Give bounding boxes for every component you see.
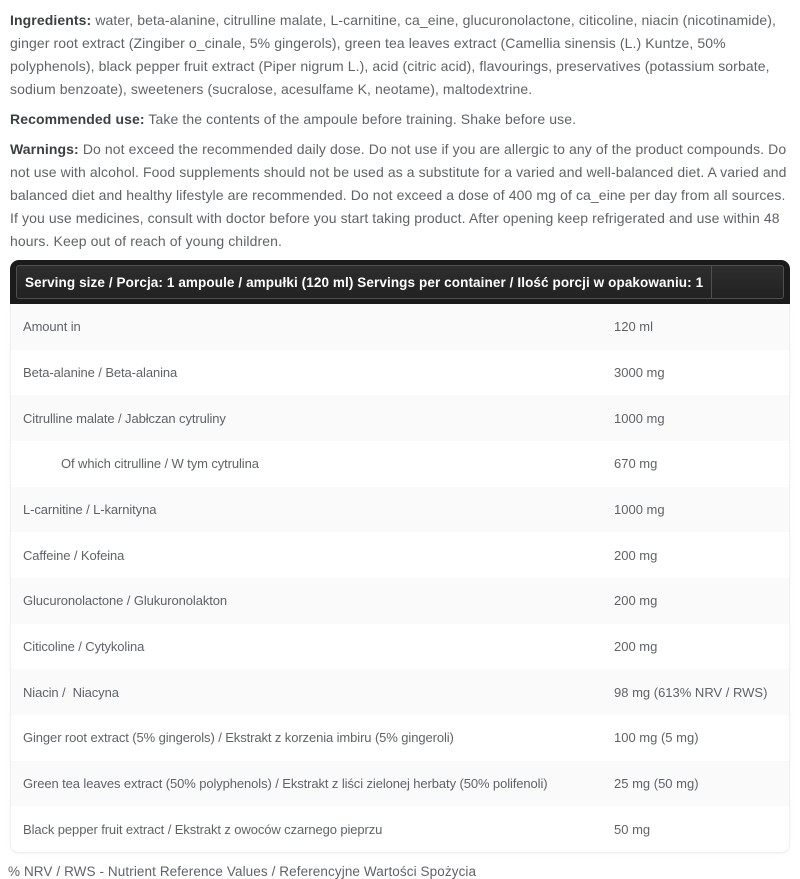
table-row bbox=[11, 624, 789, 670]
nutrient-value: 670 mg bbox=[614, 456, 658, 472]
table-body bbox=[10, 304, 790, 853]
nutrient-value: 1000 mg bbox=[614, 501, 665, 517]
nutrient-value: 200 mg bbox=[614, 638, 658, 654]
warnings-heading: Warnings: bbox=[10, 141, 79, 157]
table-row bbox=[11, 350, 789, 396]
table-row bbox=[11, 532, 789, 578]
table-header-cell-serving bbox=[16, 265, 712, 299]
recommended-use-paragraph bbox=[10, 108, 790, 131]
supplement-facts-table bbox=[10, 260, 790, 853]
nutrient-value: 1000 mg bbox=[614, 410, 665, 426]
recommended-use-text: Take the contents of the ampoule before training. Shake before use. bbox=[144, 111, 577, 127]
table-header-cell-amount bbox=[712, 265, 784, 299]
table-row bbox=[11, 578, 789, 624]
nrv-footnote: % NRV / RWS - Nutrient Reference Values / Referencyjne Wartości Spożycia bbox=[8, 863, 477, 879]
ingredients-text: water, beta-alanine, citrulline malate, L-carnitine, ca_eine, glucuronolactone, citicoline, niacin (nicotinamide), ginger root extract (Zingiber o_cinale, 5% gingerols), green tea leaves extract (Camellia sinensis (L.) Kuntze, 50% polyphenols), black pepper fruit extract (Piper nigrum L.), acid (citric acid), flavourings, preservatives (potassium sorbate, sodium benzoate), sweeteners (sucralose, acesulfame K, neotame), maltodextrine. bbox=[10, 12, 776, 97]
nutrient-label: Green tea leaves extract (50% polyphenols) / Ekstrakt z liści zielonej herbaty (50% polifenoli) bbox=[23, 775, 548, 791]
nutrient-label: Citrulline malate / Jabłczan cytruliny bbox=[23, 410, 226, 426]
nutrient-value: 98 mg (613% NRV / RWS) bbox=[614, 684, 768, 700]
table-row bbox=[11, 441, 789, 487]
nutrient-value: 100 mg (5 mg) bbox=[614, 730, 699, 746]
nutrient-label: Niacin / Niacyna bbox=[23, 684, 119, 700]
table-row bbox=[11, 304, 789, 350]
nutrient-label: Ginger root extract (5% gingerols) / Ekstrakt z korzenia imbiru (5% gingeroli) bbox=[23, 730, 454, 746]
ingredients-heading: Ingredients: bbox=[10, 12, 92, 28]
table-row bbox=[11, 806, 789, 852]
table-row bbox=[11, 669, 789, 715]
nutrient-value: 200 mg bbox=[614, 547, 658, 563]
ingredients-paragraph bbox=[10, 9, 790, 101]
table-row bbox=[11, 487, 789, 533]
table-row bbox=[11, 761, 789, 807]
nutrient-value: 120 ml bbox=[614, 319, 654, 335]
recommended-use-heading: Recommended use: bbox=[10, 111, 145, 127]
nutrient-label: Beta-alanine / Beta-alanina bbox=[23, 364, 178, 380]
nutrient-value: 50 mg bbox=[614, 821, 651, 837]
nutrient-value: 3000 mg bbox=[614, 364, 665, 380]
nutrient-value: 25 mg (50 mg) bbox=[614, 775, 699, 791]
nutrient-label: Amount in bbox=[23, 319, 81, 335]
warnings-text: Do not exceed the recommended daily dose. Do not use if you are allergic to any of the product compounds. Do not use with alcohol. Food supplements should not be used as a substitute for a varied and well-balanced diet. A varied and balanced diet and healthy lifestyle are recommended. Do not exceed a dose of 400 mg of ca_eine per day from all sources. If you use medicines, consult with doctor before you start taking product. After opening keep refrigerated and use within 48 hours. Keep out of reach of young children. bbox=[10, 141, 787, 249]
nutrient-label: L-carnitine / L-karnityna bbox=[23, 501, 157, 517]
nutrient-value: 200 mg bbox=[614, 593, 658, 609]
nutrient-label: Of which citrulline / W tym cytrulina bbox=[61, 456, 259, 472]
nutrient-label: Black pepper fruit extract / Ekstrakt z owoców czarnego pieprzu bbox=[23, 821, 383, 837]
nutrient-label: Glucuronolactone / Glukuronolakton bbox=[23, 593, 228, 609]
nutrient-label: Citicoline / Cytykolina bbox=[23, 638, 145, 654]
nutrient-label: Caffeine / Kofeina bbox=[23, 547, 125, 563]
serving-size-text: Serving size / Porcja: 1 ampoule / ampułki (120 ml) Servings per container / Ilość porcji w opakowaniu: 1 bbox=[25, 274, 704, 290]
table-row bbox=[11, 395, 789, 441]
table-header bbox=[10, 260, 790, 304]
table-row bbox=[11, 715, 789, 761]
warnings-paragraph bbox=[10, 138, 790, 253]
